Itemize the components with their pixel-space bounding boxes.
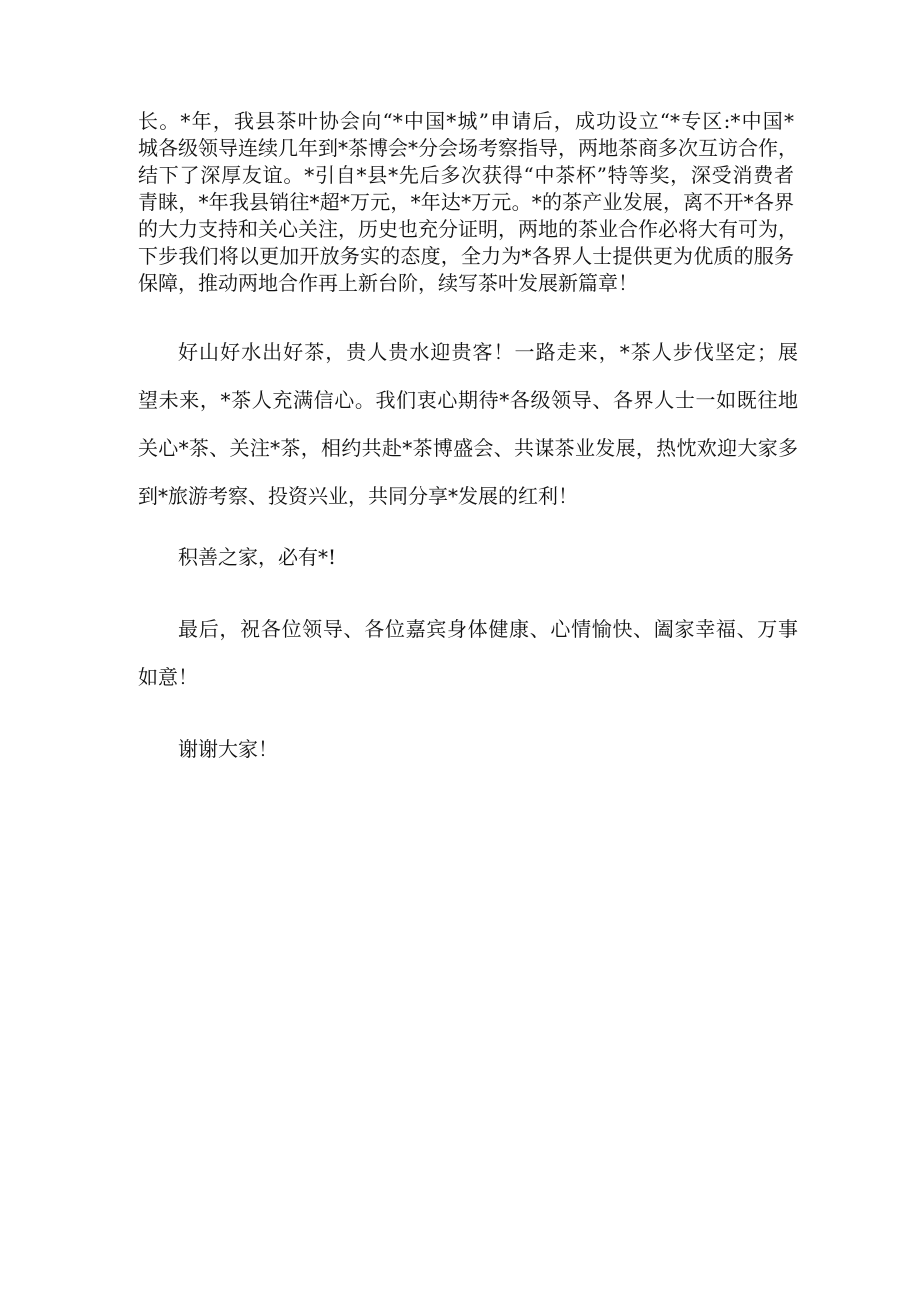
text-line: 最后，祝各位领导、各位嘉宾身体健康、心情愉快、阖家幸福、万事 <box>178 617 798 641</box>
text-line: 青睐，*年我县销往*超*万元，*年达*万元。*的茶产业发展，离不开*各界 <box>138 190 794 214</box>
text-line: 长。*年，我县茶叶协会向“*中国*城”申请后，成功设立“*专区:*中国* <box>138 109 794 133</box>
text-line: 保障，推动两地合作再上新台阶，续写茶叶发展新篇章！ <box>138 271 638 295</box>
text-line: 好山好水出好茶，贵人贵水迎贵客！一路走来，*茶人步伐坚定；展 <box>178 340 798 364</box>
text-line: 积善之家，必有*! <box>178 545 337 569</box>
text-line: 结下了深厚友谊。*引自*县*先后多次获得“中茶杯”特等奖，深受消费者 <box>138 163 794 187</box>
paragraph-wishes <box>138 605 798 701</box>
text-line: 到*旅游考察、投资兴业，共同分享*发展的红利！ <box>138 484 578 508</box>
paragraph-thanks <box>138 725 798 773</box>
paragraph-proverb <box>138 533 798 581</box>
paragraph-welcome <box>138 328 798 520</box>
text-line: 城各级领导连续几年到*茶博会*分会场考察指导，两地茶商多次互访合作， <box>138 136 798 160</box>
text-line: 关心*茶、关注*茶，相约共赴*茶博盛会、共谋茶业发展，热忱欢迎大家多 <box>138 436 798 460</box>
text-line: 望未来，*茶人充满信心。我们衷心期待*各级领导、各界人士一如既往地 <box>138 388 798 412</box>
text-line: 如意！ <box>138 665 198 689</box>
text-line: 谢谢大家！ <box>178 737 278 761</box>
text-line: 的大力支持和关心关注，历史也充分证明，两地的茶业合作必将大有可为， <box>138 217 798 241</box>
paragraph-cooperation <box>138 108 798 297</box>
text-line: 下步我们将以更加开放务实的态度，全力为*各界人士提供更为优质的服务 <box>138 244 794 268</box>
